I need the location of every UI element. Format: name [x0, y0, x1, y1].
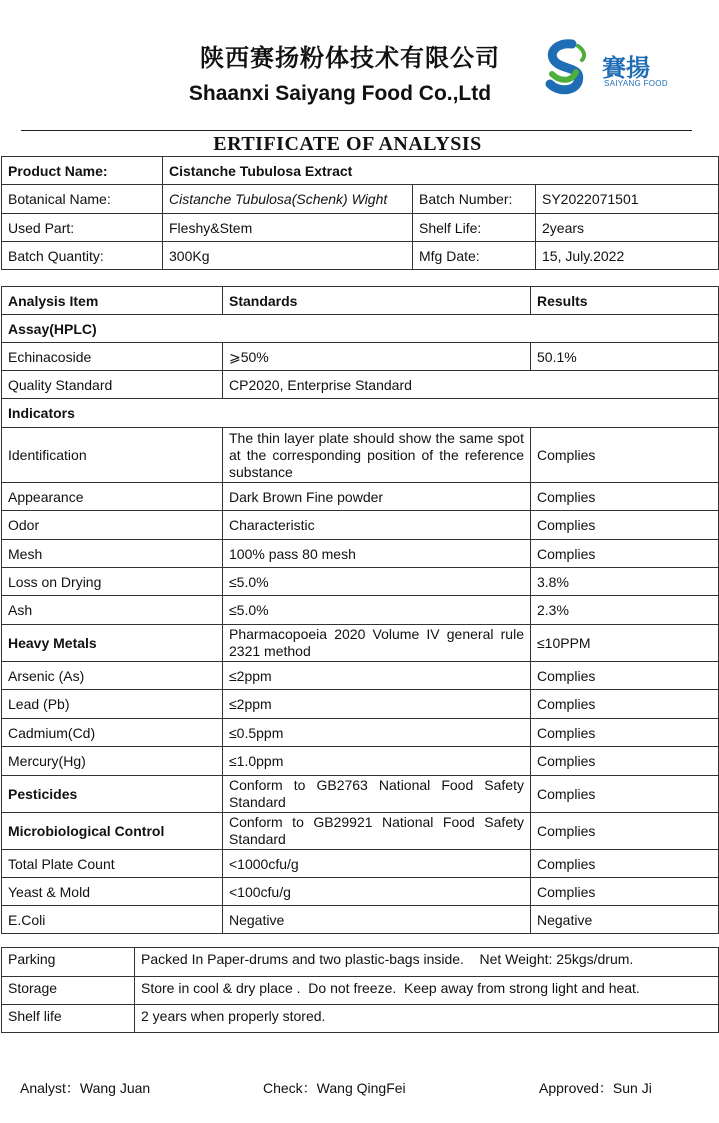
analysis-standard: ≤5.0% — [223, 596, 531, 625]
analysis-result: 50.1% — [531, 343, 719, 371]
analysis-standard: The thin layer plate should show the same spot at the corresponding position of the reference substance — [223, 428, 531, 483]
botanical-name-label: Botanical Name: — [2, 185, 163, 214]
check-signature: Check：Wang QingFei — [263, 1080, 406, 1096]
analysis-standard: ≤0.5ppm — [223, 719, 531, 747]
analysis-result: Complies — [531, 747, 719, 776]
logo-text-en: SAIYANG FOOD — [604, 79, 668, 88]
analysis-result: Complies — [531, 878, 719, 906]
document-title: ERTIFICATE OF ANALYSIS — [213, 133, 482, 155]
analysis-item: Appearance — [2, 483, 223, 511]
analyst-signature: Analyst：Wang Juan — [20, 1080, 151, 1096]
analysis-standard: <100cfu/g — [223, 878, 531, 906]
approved-signature: Approved：Sun Ji — [539, 1080, 652, 1096]
analysis-result: Complies — [531, 540, 719, 568]
batch-number-value: SY2022071501 — [536, 185, 719, 214]
analysis-result: Complies — [531, 719, 719, 747]
analysis-item: Pesticides — [2, 776, 223, 813]
analysis-result: 2.3% — [531, 596, 719, 625]
batch-quantity-label: Batch Quantity: — [2, 242, 163, 270]
analysis-table — [1, 286, 719, 934]
analysis-item: Echinacoside — [2, 343, 223, 371]
storage-value: 2 years when properly stored. — [135, 1005, 719, 1033]
analysis-standard: ⩾50% — [223, 343, 531, 371]
analysis-result: Complies — [531, 483, 719, 511]
analysis-result: ≤10PPM — [531, 625, 719, 662]
storage-value: Store in cool & dry place . Do not freeze. Keep away from strong light and heat. — [135, 977, 719, 1005]
header-divider — [21, 130, 692, 131]
used-part-label: Used Part: — [2, 214, 163, 242]
analysis-item: Mercury(Hg) — [2, 747, 223, 776]
analysis-item: Ash — [2, 596, 223, 625]
storage-label: Storage — [2, 977, 135, 1005]
analysis-result: Complies — [531, 850, 719, 878]
analysis-standard: ≤2ppm — [223, 662, 531, 690]
analysis-standard: CP2020, Enterprise Standard — [223, 371, 719, 399]
analysis-result: 3.8% — [531, 568, 719, 596]
analysis-item: Microbiological Control — [2, 813, 223, 850]
mfg-date-label: Mfg Date: — [413, 242, 536, 270]
analysis-item: Lead (Pb) — [2, 690, 223, 719]
column-header: Analysis Item — [2, 287, 223, 315]
analysis-result: Complies — [531, 428, 719, 483]
used-part-value: Fleshy&Stem — [163, 214, 413, 242]
botanical-name-value: Cistanche Tubulosa(Schenk) Wight — [163, 185, 413, 214]
analysis-result: Negative — [531, 906, 719, 934]
analysis-standard: Pharmacopoeia 2020 Volume IV general rule 2321 method — [223, 625, 531, 662]
section-row: Indicators — [2, 399, 719, 428]
analysis-item: Yeast & Mold — [2, 878, 223, 906]
analysis-result: Complies — [531, 690, 719, 719]
storage-table — [1, 947, 719, 1033]
analysis-item: Identification — [2, 428, 223, 483]
company-name-cn: 陕西赛扬粉体技术有限公司 — [200, 44, 500, 72]
analysis-item: Odor — [2, 511, 223, 540]
storage-label: Parking — [2, 948, 135, 977]
analysis-item: Mesh — [2, 540, 223, 568]
storage-label: Shelf life — [2, 1005, 135, 1033]
analysis-standard: Conform to GB2763 National Food Safety Standard — [223, 776, 531, 813]
analysis-standard: <1000cfu/g — [223, 850, 531, 878]
analysis-standard: ≤1.0ppm — [223, 747, 531, 776]
analysis-item: Heavy Metals — [2, 625, 223, 662]
analysis-item: Arsenic (As) — [2, 662, 223, 690]
analysis-standard: Characteristic — [223, 511, 531, 540]
analysis-standard: Conform to GB29921 National Food Safety Standard — [223, 813, 531, 850]
product-name-value: Cistanche Tubulosa Extract — [163, 157, 719, 185]
batch-quantity-value: 300Kg — [163, 242, 413, 270]
company-name-en: Shaanxi Saiyang Food Co.,Ltd — [188, 82, 492, 105]
analysis-result: Complies — [531, 662, 719, 690]
analysis-standard: ≤2ppm — [223, 690, 531, 719]
product-name-label: Product Name: — [2, 157, 163, 185]
mfg-date-value: 15, July.2022 — [536, 242, 719, 270]
analysis-item: Loss on Drying — [2, 568, 223, 596]
analysis-item: E.Coli — [2, 906, 223, 934]
column-header: Standards — [223, 287, 531, 315]
analysis-result: Complies — [531, 776, 719, 813]
analysis-item: Cadmium(Cd) — [2, 719, 223, 747]
company-logo — [542, 38, 692, 98]
analysis-item: Quality Standard — [2, 371, 223, 399]
batch-number-label: Batch Number: — [413, 185, 536, 214]
analysis-standard: Negative — [223, 906, 531, 934]
column-header: Results — [531, 287, 719, 315]
shelf-life-label: Shelf Life: — [413, 214, 536, 242]
logo-text-cn: 賽揚 — [602, 54, 650, 82]
product-info-table — [1, 156, 719, 270]
analysis-standard: ≤5.0% — [223, 568, 531, 596]
analysis-standard: 100% pass 80 mesh — [223, 540, 531, 568]
analysis-standard: Dark Brown Fine powder — [223, 483, 531, 511]
analysis-result: Complies — [531, 813, 719, 850]
storage-value: Packed In Paper-drums and two plastic-bags inside. Net Weight: 25kgs/drum. — [135, 948, 719, 977]
analysis-item: Total Plate Count — [2, 850, 223, 878]
analysis-result: Complies — [531, 511, 719, 540]
section-row: Assay(HPLC) — [2, 315, 719, 343]
shelf-life-value: 2years — [536, 214, 719, 242]
